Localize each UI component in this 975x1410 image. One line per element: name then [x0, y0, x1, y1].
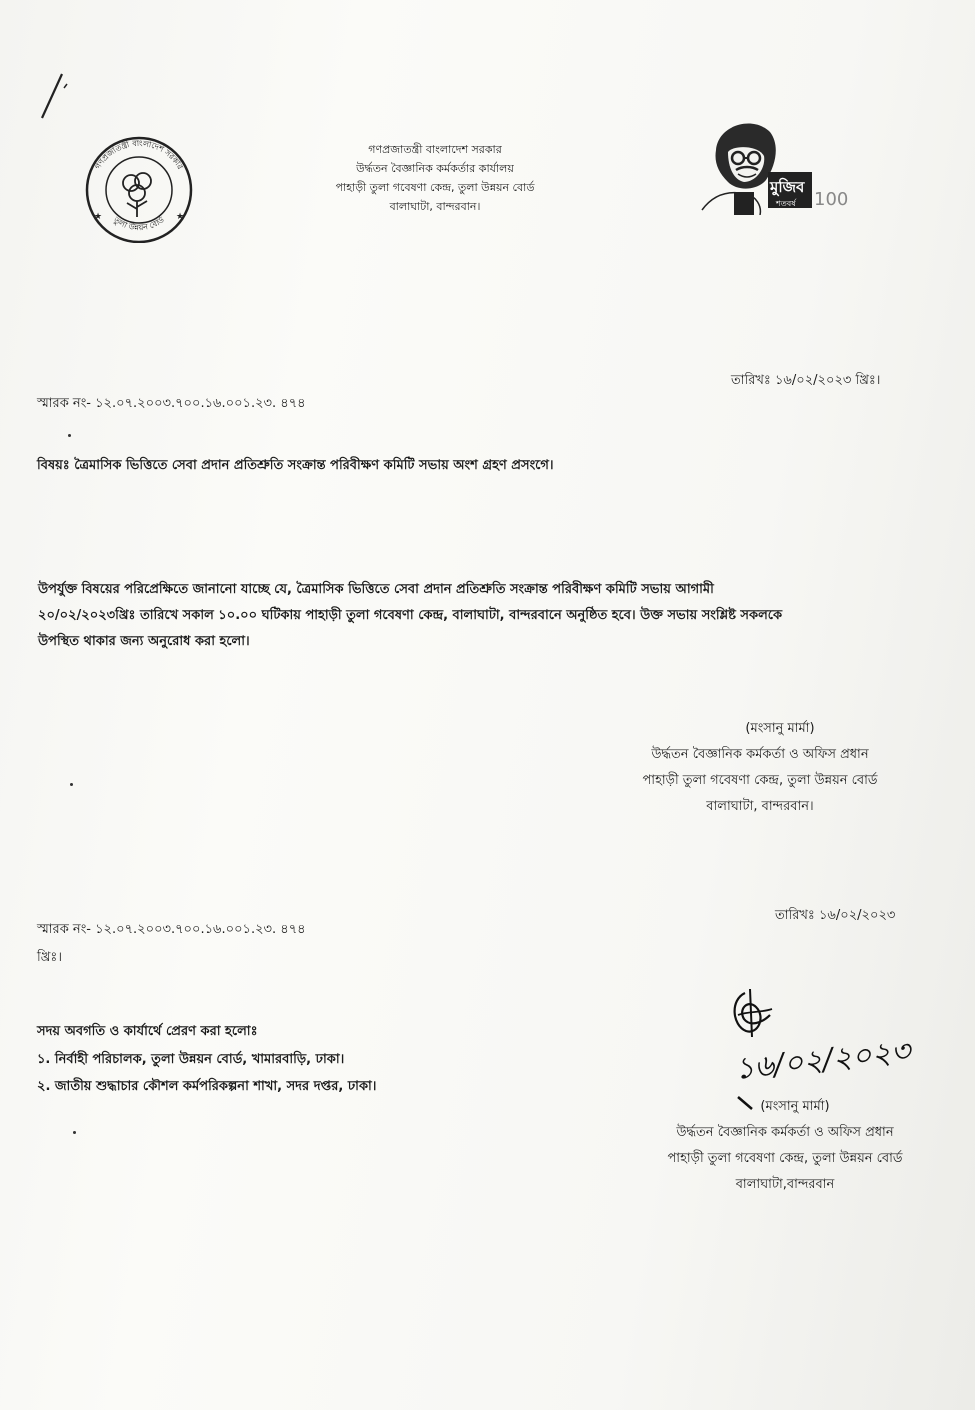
svg-text:গণপ্রজাতন্ত্রী বাংলাদেশ সরকার: গণপ্রজাতন্ত্রী বাংলাদেশ সরকার: [93, 138, 185, 171]
pen-mark: [34, 70, 74, 125]
header-line-2: উর্দ্ধতন বৈজ্ঞানিক কর্মকর্তার কার্যালয়: [356, 162, 514, 175]
svg-text:★: ★: [94, 212, 103, 222]
signatory-name: (মংসানু মার্মা): [745, 721, 815, 736]
body-line-1: উপর্যুক্ত বিষয়ের পরিপ্রেক্ষিতে জানানো যাচ্ছে যে, ত্রৈমাসিক ভিত্তিতে সেবা প্রদান প্রতিশ্রুতি সংক্রান্ত পরিবীক্ষণ কমিটি সভায় আগামী: [38, 582, 714, 597]
distribution-item-1: ১. নির্বাহী পরিচালক, তুলা উন্নয়ন বোর্ড, খামারবাড়ি, ঢাকা।: [37, 1052, 345, 1067]
header-line-3: পাহাড়ী তুলা গবেষণা কেন্দ্র, তুলা উন্নয়ন বোর্ড: [335, 181, 535, 194]
header-line-4: বালাঘাটা, বান্দরবান।: [389, 200, 481, 213]
body-paragraph: [38, 577, 918, 655]
handwritten-date: ১৬/০২/২০২৩: [733, 1033, 913, 1087]
distribution-heading: সদয় অবগতি ও কার্যার্থে প্রেরণ করা হলোঃ: [37, 1024, 258, 1039]
memo-ref-2: স্মারক নং- ১২.০৭.২০০৩.৭০০.১৬.০০১.২৩. ৪৭৪: [37, 922, 306, 937]
memo-date-2: তারিখঃ ১৬/০২/২০২৩: [775, 908, 896, 923]
signatory-title-2: উর্দ্ধতন বৈজ্ঞানিক কর্মকর্তা ও অফিস প্রধান: [676, 1125, 894, 1140]
signatory-place-2: বালাঘাটা,বান্দরবান: [735, 1177, 835, 1192]
mujib-100-logo-icon: [698, 110, 848, 215]
header-line-1: গণপ্রজাতন্ত্রী বাংলাদেশ সরকার: [368, 143, 502, 156]
svg-text:মুজিব: মুজিব: [770, 178, 805, 196]
letterhead: [285, 140, 585, 216]
signature-block-1: [600, 716, 920, 820]
body-line-2: ২০/০২/২০২৩খ্রিঃ তারিখে সকাল ১০.০০ ঘটিকায় পাহাড়ী তুলা গবেষণা কেন্দ্র, বালাঘাটা, বান্দরবানে অনুষ্ঠিত হবে। উক্ত সভায় সংশ্লিষ্ট সকলকে: [38, 608, 783, 623]
signatory-org: পাহাড়ী তুলা গবেষণা কেন্দ্র, তুলা উন্নয়ন বোর্ড: [642, 773, 878, 788]
signatory-name-2: (মংসানু মার্মা): [760, 1099, 830, 1114]
signatory-org-2: পাহাড়ী তুলা গবেষণা কেন্দ্র, তুলা উন্নয়ন বোর্ড: [667, 1151, 903, 1166]
svg-text:★: ★: [176, 212, 185, 222]
svg-text:100: 100: [814, 189, 848, 210]
cotton-board-logo-icon: [80, 133, 198, 243]
svg-text:তুলা উন্নয়ন বোর্ড: তুলা উন্নয়ন বোর্ড: [112, 215, 166, 233]
memo-ref-2-suffix: খ্রিঃ।: [37, 950, 62, 965]
subject-line: বিষয়ঃ ত্রৈমাসিক ভিত্তিতে সেবা প্রদান প্রতিশ্রুতি সংক্রান্ত পরিবীক্ষণ কমিটি সভায় অংশ গ্রহণ প্রসংগে।: [37, 458, 554, 473]
memo-ref-1: স্মারক নং- ১২.০৭.২০০৩.৭০০.১৬.০০১.২৩. ৪৭৪: [37, 396, 306, 411]
distribution-item-2: ২. জাতীয় শুদ্ধাচার কৌশল কর্মপরিকল্পনা শাখা, সদর দপ্তর, ঢাকা।: [37, 1079, 377, 1094]
signatory-place: বালাঘাটা, বান্দরবান।: [706, 799, 814, 814]
body-line-3: উপস্থিত থাকার জন্য অনুরোধ করা হলো।: [38, 634, 250, 649]
svg-text:শতবর্ষ: শতবর্ষ: [776, 199, 796, 208]
memo-date-1: তারিখঃ ১৬/০২/২০২৩ খ্রিঃ।: [731, 373, 881, 388]
signatory-title: উর্দ্ধতন বৈজ্ঞানিক কর্মকর্তা ও অফিস প্রধান: [651, 747, 869, 762]
signature-block-2: [625, 1094, 945, 1198]
